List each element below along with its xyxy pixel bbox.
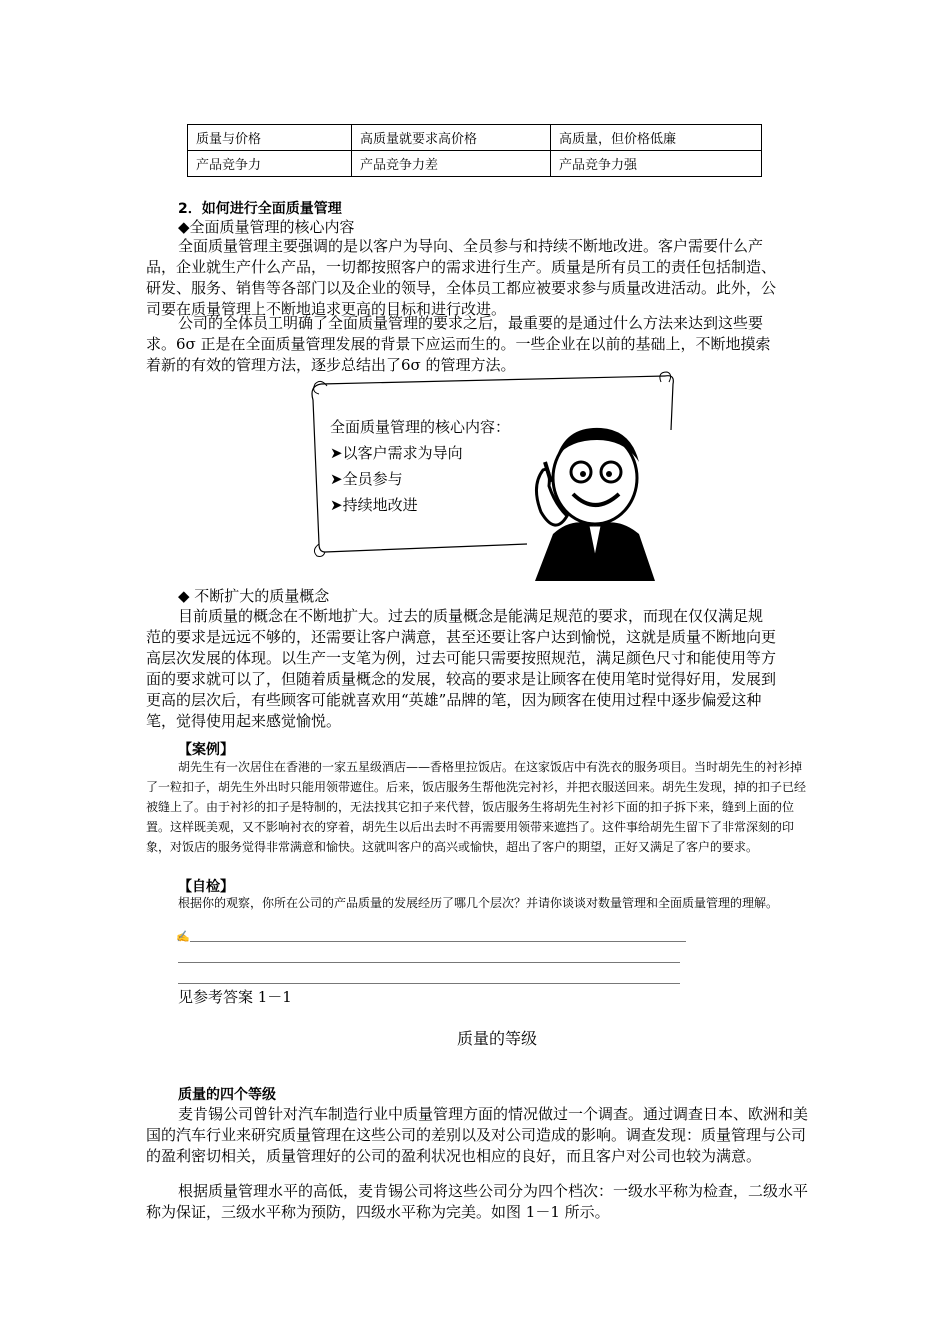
- arrow-icon: ➤: [330, 470, 343, 488]
- table-cell: 高质量，但价格低廉: [551, 125, 762, 151]
- table-cell: 产品竞争力: [188, 151, 352, 177]
- case-heading: 【案例】: [178, 742, 234, 758]
- cartoon-man-icon: [535, 428, 655, 581]
- selfcheck-text: 根据你的观察，你所在公司的产品质量的发展经历了哪几个层次？并请你谈谈对数量管理和全面质量管理的理解。: [178, 896, 779, 910]
- table-row: [188, 151, 762, 177]
- selfcheck-heading: 【自检】: [178, 879, 234, 895]
- table-cell: 产品竞争力强: [551, 151, 762, 177]
- scroll-item: ➤以客户需求为导向: [330, 444, 463, 462]
- subheading: ◆全面质量管理的核心内容: [178, 218, 355, 236]
- arrow-icon: ➤: [330, 444, 343, 462]
- scroll-content: [330, 414, 510, 518]
- comparison-table: [187, 124, 762, 177]
- section-heading: 质量的四个等级: [178, 1087, 276, 1103]
- table-cell: 高质量就要求高价格: [352, 125, 551, 151]
- section-heading: 2．如何进行全面质量管理: [178, 201, 342, 217]
- answer-line[interactable]: [190, 941, 686, 942]
- scroll-item: ➤全员参与: [330, 470, 403, 488]
- paragraph: 根据质量管理水平的高低，麦肯锡公司将这些公司分为四个档次：一级水平称为检查，二级水平称为保证，三级水平称为预防，四级水平称为完美。如图 1－1 所示。: [146, 1182, 809, 1221]
- scroll-title: 全面质量管理的核心内容：: [330, 418, 511, 436]
- table-row: [188, 125, 762, 151]
- paragraph: 公司的全体员工明确了全面质量管理的要求之后，最重要的是通过什么方法来达到这些要求。6σ 正是在全面质量管理发展的背景下应运而生的。一些企业在以前的基础上，不断地摸索着新的有效的管理方法，逐步总结出了6σ 的管理方法。: [146, 314, 771, 374]
- paragraph: 全面质量管理主要强调的是以客户为导向、全员参与和持续不断地改进。客户需要什么产品，企业就生产什么产品，一切都按照客户的需求进行生产。质量是所有员工的责任包括制造、研发、服务、销售等各部门以及企业的领导，全体员工都应被要求参与质量改进活动。此外，公司要在质量管理上不断地追求更高的目标和进行改进。: [146, 237, 777, 318]
- paragraph: 目前质量的概念在不断地扩大。过去的质量概念是能满足规范的要求，而现在仅仅满足规范的要求是远远不够的，还需要让客户满意，甚至还要让客户达到愉悦，这就是质量不断地向更高层次发展的体现。以生产一支笔为例，过去可能只需要按照规范，满足颜色尺寸和能使用等方面的要求就可以了，但随着质量概念的发展，较高的要求是让顾客在使用笔时觉得好用，发展到更高的层次后，有些顾客可能就喜欢用“英雄”品牌的笔，因为顾客在使用过程中逐步偏爱这种笔，觉得使用起来感觉愉悦。: [146, 607, 777, 730]
- scroll-item: ➤持续地改进: [330, 496, 418, 514]
- answer-line[interactable]: [178, 962, 680, 963]
- table-cell: 产品竞争力差: [352, 151, 551, 177]
- pen-icon: ✍: [176, 930, 190, 943]
- answer-reference: 见参考答案 1－1: [178, 988, 292, 1006]
- answer-line[interactable]: [178, 983, 680, 984]
- section-title: 质量的等级: [456, 1029, 537, 1048]
- table-cell: 质量与价格: [188, 125, 352, 151]
- paragraph: 麦肯锡公司曾针对汽车制造行业中质量管理方面的情况做过一个调查。通过调查日本、欧洲和美国的汽车行业来研究质量管理在这些公司的差别以及对公司造成的影响。调查发现：质量管理与公司的盈利密切相关，质量管理好的公司的盈利状况也相应的良好，而且客户对公司也较为满意。: [146, 1105, 809, 1165]
- arrow-icon: ➤: [330, 496, 343, 514]
- case-text: 胡先生有一次居住在香港的一家五星级酒店——香格里拉饭店。在这家饭店中有洗衣的服务项目。当时胡先生的衬衫掉了一粒扣子，胡先生外出时只能用领带遮住。后来，饭店服务生帮他洗完衬衫，并把衣服送回来。胡先生发现，掉的扣子已经被缝上了。由于衬衫的扣子是特制的，无法找其它扣子来代替，饭店服务生将胡先生衬衫下面的扣子拆下来，缝到上面的位置。这样既美观，又不影响衬衣的穿着，胡先生以后出去时不再需要用领带来遮挡了。这件事给胡先生留下了非常深刻的印象，对饭店的服务觉得非常满意和愉快。这就叫客户的高兴或愉快，超出了客户的期望，正好又满足了客户的要求。: [146, 760, 807, 854]
- subheading: ◆ 不断扩大的质量概念: [178, 587, 330, 605]
